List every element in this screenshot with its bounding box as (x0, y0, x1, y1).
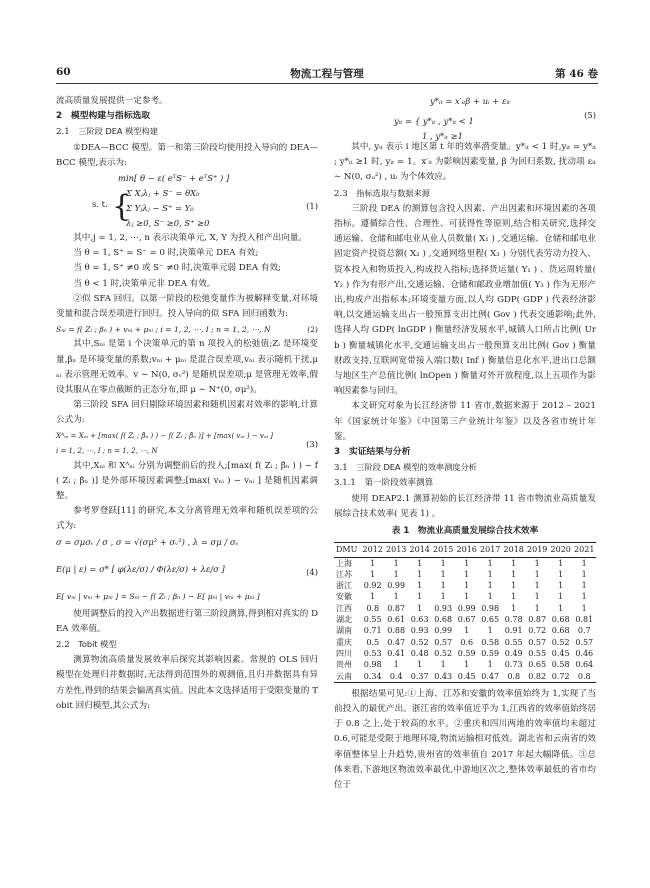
table-header-cell: 2016 (456, 545, 477, 555)
eq1-number: (1) (306, 201, 318, 212)
paragraph-tobit: 测算物流高质量发展效率后探究其影响因素。常规的 OLS 回归模型在处理归并数据时,无法得到范围外的观测值,且归并数据具有异方差性,得到的结果会偏离真实值。因此本文选择适用于受限变量的 Tobit 回归模型,其公式为: (56, 655, 318, 711)
table-cell: 1 (487, 581, 493, 591)
eq5-line-c: 1 , y*ᵢₜ ≥1 (422, 131, 463, 142)
table-row (334, 671, 596, 683)
table-cell: 1 (417, 581, 423, 591)
table-cell: 0.58 (481, 637, 500, 647)
right-column (334, 94, 596, 793)
table-row-label: 四川 (336, 648, 352, 658)
table-header-cell: 2019 (527, 545, 548, 555)
table-cell: 1 (534, 569, 540, 579)
subsection-heading-3-1-1: 3.1.1 第一阶段效率测算 (334, 478, 434, 489)
table-cell: 1 (440, 592, 446, 602)
table-row (334, 557, 596, 569)
table-cell: 1 (558, 603, 564, 613)
table-cell: 1 (440, 581, 446, 591)
table-cell: 0.57 (528, 637, 547, 647)
table-cell: 1 (534, 603, 540, 613)
table-cell: 0.72 (528, 626, 547, 636)
efficiency-table (334, 542, 596, 683)
table-row-label: 云南 (336, 671, 352, 681)
table-cell: 1 (511, 581, 517, 591)
table-cell: 0.52 (434, 648, 453, 658)
table-row (334, 580, 596, 591)
table-cell: 0.43 (434, 671, 453, 681)
table-cell: 1 (487, 558, 493, 568)
table-cell: 1 (511, 569, 517, 579)
table-row-label: 上海 (336, 558, 352, 568)
table-cell: 1 (534, 558, 540, 568)
table-cell: 1 (393, 660, 399, 670)
table-row (334, 591, 596, 602)
table-cell: 0.78 (504, 615, 523, 625)
table-cell: 0.68 (434, 615, 453, 625)
table-cell: 0.48 (410, 648, 429, 658)
paragraph-data-source: 本文研究对象为长江经济带 11 省市,数据来源于 2012 – 2021 年《国家统计年鉴》《中国第三产业统计年鉴》以及各省市统计年鉴。 (334, 401, 596, 442)
table-cell: 0.65 (528, 660, 547, 670)
paragraph-dmu: 其中,j = 1, 2, ⋯, n 表示决策单元, X, Y 为投入和产出向量。 (73, 233, 307, 244)
paragraph-deap: 使用 DEAP2.1 测算初始的长江经济带 11 省市物流业高质量发展综合技术效率( 见表 1) 。 (334, 493, 596, 519)
table-cell: 0.82 (528, 671, 547, 681)
table-cell: 0.47 (481, 671, 500, 681)
table-cell: 1 (487, 626, 493, 636)
table-header-cell: 2017 (480, 545, 501, 555)
table-cell: 1 (464, 660, 470, 670)
eq4-line-a: σ = σμσᵥ / σ , σ = √(σμ² + σᵥ²) , λ = σμ / σᵥ (56, 536, 239, 547)
paragraph-dea-bcc: ①DEA—BCC 模型。第一和第三阶段均使用投入导向的 DEA—BCC 模型,表示为: (56, 142, 318, 168)
table-cell: 1 (581, 603, 587, 613)
subsection-heading-2-2: 2.2 Tobit 模型 (56, 639, 117, 651)
table-row-label: 江苏 (336, 569, 352, 579)
table-header-cell: 2021 (574, 545, 595, 555)
table-cell: 0.52 (551, 637, 570, 647)
table-row (334, 603, 596, 614)
table-cell: 1 (417, 569, 423, 579)
paragraph-third-result: 使用调整后的投入产出数据进行第三阶段测算,得到相对真实的 DEA 效率值。 (56, 608, 318, 634)
eq4-line-c: E[ vₙᵢ | vₙᵢ + μₙᵢ ] = Sₙᵢ − f( Zᵢ ; βₙ ) − E[ μₙᵢ | vₙᵢ + μₙᵢ ] (56, 592, 260, 602)
table-header-row (334, 543, 596, 557)
table-cell: 0.64 (575, 660, 594, 670)
table-cell: 0.59 (481, 648, 500, 658)
table-cell: 0.55 (528, 648, 547, 658)
page-number: 60 (56, 66, 71, 78)
condition-2: 当 θ = 1, S⁺ ≠0 或 S⁻ ≠0 时,决策单元弱 DEA 有效; (73, 263, 281, 274)
table-cell: 0.52 (410, 637, 429, 647)
table-cell: 1 (581, 581, 587, 591)
table-body (334, 557, 596, 682)
table-cell: 1 (581, 558, 587, 568)
table-cell: 0.45 (551, 648, 570, 658)
table-cell: 1 (511, 603, 517, 613)
paragraph-third-stage: 第三阶段 SFA 回归剔除环境因素和随机因素对效率的影响,计算公式为: (56, 400, 318, 426)
subsection-heading-3-1: 3.1 三阶段 DEA 模型的效率测度分析 (334, 462, 477, 474)
table-cell: 0.65 (481, 615, 500, 625)
condition-1: 当 θ = 1, S⁺ = S⁻ = 0 时,决策单元 DEA 有效; (73, 248, 259, 259)
table-cell: 0.67 (457, 615, 476, 625)
table-cell: 1 (558, 592, 564, 602)
table-cell: 1 (581, 569, 587, 579)
table-cell: 1 (511, 558, 517, 568)
table-cell: 0.92 (363, 581, 382, 591)
paragraph-results: 根据结果可见:①上海、江苏和安徽的效率值始终为 1,实现了当前投入的最优产出。浙江省的效率值近乎为 1,江西省的效率值始终居于 0.8 之上,处于较高的水平。②重庆和四川两地的效率值均未超过 0.6,可能是受限于地理环境,物流运输相对低效。湖北省和云南省的效率值整体呈上升趋势,贵州省的效率值自 2017 年起大幅降低。③总体来看,下游地区物流效率最优,中游地区次之,整体效率最低的省市均位于 (334, 688, 596, 791)
table-cell: 0.61 (387, 615, 406, 625)
table-cell: 0.4 (389, 671, 403, 681)
table-cell: 0.93 (410, 626, 429, 636)
table-cell: 0.63 (410, 615, 429, 625)
eq3-line-b: i = 1, 2, ⋯, I ; n = 1, 2, ⋯, N (56, 446, 158, 455)
table-caption: 表 1 物流业高质量发展综合技术效率 (391, 526, 539, 537)
table-header-cell: 2020 (550, 545, 571, 555)
subsection-heading-2-1: 2.1 三阶段 DEA 模型构建 (56, 126, 158, 138)
table-cell: 0.6 (460, 637, 474, 647)
paragraph-sfa-vars: 其中,Sₙᵢ 是第 i 个决策单元的第 n 项投入的松弛值;Zᵢ 是环境变量,βₙ 是环境变量的系数;vₙᵢ + μₙᵢ 是混合误差项,vₙᵢ 表示随机干扰,μₙᵢ 表示管理无效率。v ∼ N(0, σᵥ²) 是随机误差项;μ 是管理无效率,假设其服从在零点截断的正态分布,即 μ ∼ N⁺(0, σμ²)。 (56, 339, 318, 396)
table-cell: 1 (487, 592, 493, 602)
table-row-label: 湖北 (336, 615, 352, 625)
table-cell: 0.53 (363, 648, 382, 658)
table-cell: 1 (487, 569, 493, 579)
table-row-label: 浙江 (336, 581, 352, 591)
section-heading-3: 3 实证结果与分析 (334, 447, 411, 458)
table-cell: 0.93 (434, 603, 453, 613)
eq1-line-b: Σ Yⱼλⱼ − S⁺ = Y₀ (126, 203, 194, 214)
table-cell: 1 (417, 660, 423, 670)
table-cell: 1 (464, 558, 470, 568)
table-cell: 1 (558, 581, 564, 591)
table-cell: 1 (440, 569, 446, 579)
table-cell: 1 (393, 569, 399, 579)
left-column (56, 94, 318, 714)
running-header (56, 66, 598, 82)
table-cell: 1 (417, 603, 423, 613)
eq1-line-c: λⱼ ≥0, S⁻ ≥0, S⁺ ≥0 (126, 218, 210, 229)
table-cell: 1 (464, 569, 470, 579)
section-heading-2: 2 模型构建与指标选取 (56, 111, 151, 122)
table-cell: 0.8 (577, 671, 591, 681)
paragraph-sfa: ②似 SFA 回归。以第一阶段的松弛变量作为被解释变量,对环境变量和混合误差项进行回归。投入导向的似 SFA 回归函数为: (56, 293, 318, 320)
eq1-brace: { (112, 189, 132, 225)
condition-3: 当 θ < 1 时,决策单元非 DEA 有效。 (73, 278, 216, 289)
table-header-cell: 2018 (503, 545, 524, 555)
eq5-line-b: yᵢₜ = { y*ᵢₜ , y*ᵢₜ < 1 (394, 116, 474, 127)
table-row-label: 贵州 (336, 660, 352, 670)
table-cell: 0.41 (387, 648, 406, 658)
table-cell: 0.88 (387, 626, 406, 636)
paragraph-adjust: 其中,Xₙᵢ 和 Xᴬₙᵢ 分别为调整前后的投入;[max( f( Zᵢ ; β̂ₙ ) ) − f( Zᵢ ; β̂ₙ )] 是外部环境因素调整;[max( vₙᵢ ) − vₙᵢ ] 是随机因素调整。 (56, 460, 318, 502)
table-cell: 0.37 (410, 671, 429, 681)
table-cell: 1 (393, 558, 399, 568)
table-cell: 1 (370, 569, 376, 579)
table-cell: 0.98 (363, 660, 382, 670)
table-cell: 0.99 (434, 626, 453, 636)
table-cell: 0.57 (575, 637, 594, 647)
table-cell: 1 (511, 592, 517, 602)
table-cell: 1 (534, 592, 540, 602)
table-cell: 0.46 (575, 648, 594, 658)
table-header-cell: 2012 (362, 545, 383, 555)
table-header-cell: 2015 (433, 545, 454, 555)
table-cell: 1 (370, 592, 376, 602)
table-cell: 0.59 (457, 648, 476, 658)
table-cell: 0.49 (504, 648, 523, 658)
table-cell: 0.45 (457, 671, 476, 681)
journal-title: 物流工程与管理 (290, 68, 364, 80)
eq5-line-a: y*ᵢₜ = x′ᵢₜβ + uᵢ + εᵢₜ (430, 96, 511, 106)
table-cell: 0.57 (434, 637, 453, 647)
table-cell: 1 (558, 569, 564, 579)
equation-3 (56, 429, 318, 459)
table-cell: 1 (534, 581, 540, 591)
table-cell: 1 (440, 558, 446, 568)
table-cell: 0.81 (575, 615, 594, 625)
table-cell: 0.68 (551, 615, 570, 625)
table-cell: 0.7 (577, 626, 591, 636)
paragraph-luo: 参考罗登跃[11] 的研究,本文分离管理无效率和随机误差项的公式为: (56, 506, 318, 532)
table-cell: 1 (370, 558, 376, 568)
table-cell: 0.8 (507, 671, 521, 681)
table-row-label: 安徽 (336, 592, 352, 602)
table-cell: 0.72 (551, 671, 570, 681)
eq1-st: s. t. (92, 199, 108, 210)
equation-4 (56, 535, 318, 607)
table-row-label: 重庆 (336, 637, 352, 647)
table-cell: 0.58 (551, 660, 570, 670)
table-cell: 0.98 (481, 603, 500, 613)
table-cell: 0.68 (551, 626, 570, 636)
table-cell: 0.47 (387, 637, 406, 647)
table-cell: 0.55 (504, 637, 523, 647)
equation-5 (334, 94, 596, 140)
table-row (334, 569, 596, 580)
eq4-number: (4) (306, 566, 318, 577)
table-cell: 1 (581, 592, 587, 602)
table-cell: 0.99 (457, 603, 476, 613)
table-cell: 0.91 (504, 626, 523, 636)
table-cell: 1 (464, 581, 470, 591)
table-row (334, 637, 596, 648)
subsection-heading-2-3: 2.3 指标选取与数据来源 (334, 187, 430, 199)
table-row-label: 湖南 (336, 626, 352, 636)
table-cell: 0.71 (363, 626, 382, 636)
table-cell: 1 (464, 626, 470, 636)
table-row (334, 648, 596, 659)
eq5-number: (5) (584, 110, 596, 120)
table-cell: 1 (393, 592, 399, 602)
table-row-label: 江西 (336, 603, 352, 613)
equation-1 (56, 171, 318, 231)
header-rule (56, 83, 598, 84)
table-cell: 0.55 (363, 615, 382, 625)
eq1-objective: min[ θ − ε( eᵀS⁻ + eᵀS⁺ ) ] (118, 173, 230, 184)
table-cell: 1 (487, 660, 493, 670)
eq3-line-a: Xᴬₙᵢ = Xₙᵢ + [max( f( Zᵢ ; β̂ₙ ) ) − f( Zᵢ ; β̂ₙ )] + [max( vₙᵢ ) − vₙᵢ ] (56, 431, 274, 440)
table-cell: 0.34 (363, 671, 382, 681)
eq3-number: (3) (306, 438, 318, 449)
eq1-line-a: Σ Xⱼλⱼ + S⁻ = θX₀ (126, 188, 200, 199)
intro-ending: 流高质量发展提供一定参考。 (56, 96, 168, 106)
paragraph-indicators: 三阶段 DEA 的测算包含投入因素、产出因素和环境因素的各项指标。遵循综合性、合理性、可获得性等原则,结合相关研究,选择交通运输、仓储和邮电业从业人员数量( X₁ ) ,交通运输、仓储和邮电业固定资产投资总额( X₂ ) ,交通网络里程( X₃ ) 分别代表劳动力投入、资本投入和物质投入,构成投入指标;选择货运量( Y₁ ) 、货运周转量( Y₂ ) 作为有形产出,交通运输、仓储和邮政业增加值( Y₃ ) 作为无形产出,构成产出指标本;环境变量方面,以人均 GDP( GDP ) 代表经济影响,以交通运输支出占一般预算支出比例( Gov ) 代表交通影响;此外,选择人均 GDP( lnGDP ) 衡量经济发展水平,城镇人口所占比例( Urb ) 衡量城镇化水平,交通运输支出占一般预算支出比例( Gov ) 衡量财政支持,互联网宽带接入端口数( Inf ) 衡量信息化水平,进出口总额与地区生产总值比例( lnOpen ) 衡量对外开放程度,以上五项作为影响因素参与回归。 (334, 203, 596, 397)
table-cell: 1 (464, 592, 470, 602)
table-cell: 0.5 (366, 637, 380, 647)
table-cell: 1 (558, 558, 564, 568)
table-cell: 0.8 (366, 603, 380, 613)
table-header-cell: DMU (336, 545, 358, 555)
table-cell: 0.87 (387, 603, 406, 613)
table-cell: 1 (417, 558, 423, 568)
table-cell: 0.73 (504, 660, 523, 670)
equation-2: Sₙᵢ = f( Zᵢ ; βₙ ) + vₙᵢ + μₙᵢ ; i = 1, 2, ⋯, I ; n = 1, 2, ⋯, N (2) (56, 325, 318, 335)
table-row (334, 625, 596, 636)
paragraph-tobit-vars: 其中, yᵢₜ 表示 i 地区第 t 年的效率潜变量。y*ᵢₜ < 1 时,yᵢₜ = y*ᵢₜ ; y*ᵢₜ ≥1 时, yᵢₜ = 1。x′ᵢₜ 为影响因素变量, β 为回归系数, 扰动项 εᵢₜ ∼ N(0, σᵤ²) , uᵢ 为个体效应。 (334, 142, 596, 183)
table-cell: 1 (417, 592, 423, 602)
eq4-line-b: E(μ | ε) = σ* [ φ(λε/σ) / Φ(λε/σ) + λε/σ ] (56, 563, 225, 574)
table-header-cell: 2013 (386, 545, 407, 555)
table-cell: 0.87 (528, 615, 547, 625)
table-row (334, 659, 596, 670)
table-cell: 0.99 (387, 581, 406, 591)
table-row (334, 614, 596, 625)
table-header-cell: 2014 (409, 545, 430, 555)
volume-label: 第 46 卷 (555, 68, 598, 80)
table-cell: 1 (440, 660, 446, 670)
